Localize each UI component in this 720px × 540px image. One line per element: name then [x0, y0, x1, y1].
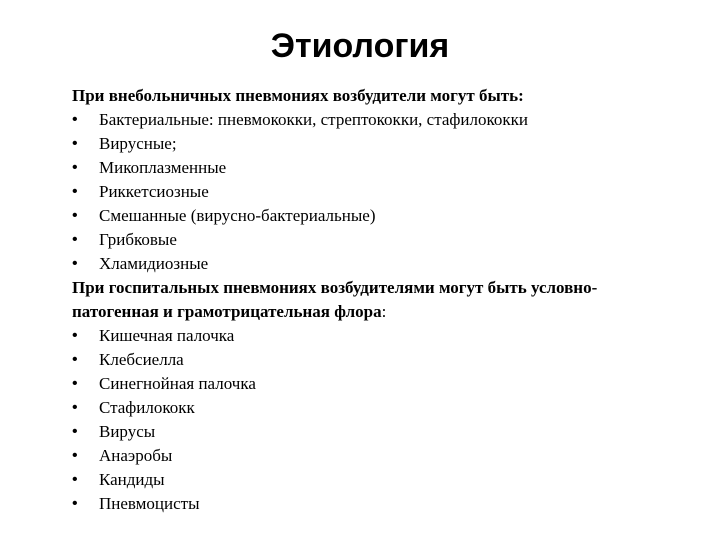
list-item: [72, 420, 672, 444]
list-item-text: Грибковые: [99, 230, 177, 249]
list-item: [72, 444, 672, 468]
hospital-pathogen-list: [72, 324, 672, 516]
list-item: [72, 348, 672, 372]
bullet-icon: •: [72, 183, 78, 200]
list-item: [72, 396, 672, 420]
bullet-icon: •: [72, 375, 78, 392]
list-item-text: Бактериальные: пневмококки, стрептококки, стафилококки: [99, 110, 529, 129]
list-item-text: Стафилококк: [99, 398, 195, 417]
list-item-text: Вирусные;: [99, 134, 177, 153]
bullet-icon: •: [72, 495, 78, 512]
community-pathogen-list: [72, 108, 672, 276]
list-item-text: Хламидиозные: [99, 254, 209, 273]
list-item: [72, 156, 672, 180]
bullet-icon: •: [72, 351, 78, 368]
list-item-text: Клебсиелла: [99, 350, 184, 369]
hospital-pneumonia-heading-colon: :: [381, 302, 387, 321]
bullet-icon: •: [72, 135, 78, 152]
list-item: [72, 204, 672, 228]
list-item: [72, 180, 672, 204]
hospital-pneumonia-heading: [72, 276, 672, 324]
slide-title: Этиология: [270, 27, 450, 65]
list-item: [72, 324, 672, 348]
list-item-text: Кишечная палочка: [99, 326, 235, 345]
bullet-icon: •: [72, 471, 78, 488]
bullet-icon: •: [72, 111, 78, 128]
list-item-text: Пневмоцисты: [99, 494, 200, 513]
list-item-text: Кандиды: [99, 470, 165, 489]
community-pneumonia-heading-text: При внебольничных пневмониях возбудители могут быть:: [72, 86, 524, 105]
bullet-icon: •: [72, 327, 78, 344]
list-item: [72, 492, 672, 516]
community-pneumonia-heading: [72, 84, 672, 108]
bullet-icon: •: [72, 423, 78, 440]
slide-content: [72, 84, 672, 516]
list-item-text: Вирусы: [99, 422, 156, 441]
bullet-icon: •: [72, 399, 78, 416]
list-item-text: Риккетсиозные: [99, 182, 209, 201]
list-item: [72, 228, 672, 252]
list-item-text: Синегнойная палочка: [99, 374, 256, 393]
list-item-text: Смешанные (вирусно-бактериальные): [99, 206, 376, 225]
list-item: [72, 132, 672, 156]
list-item: [72, 108, 672, 132]
hospital-pneumonia-heading-text: При госпитальных пневмониях возбудителями могут быть условно-патогенная и грамотрицательная флора: [72, 278, 598, 321]
list-item: [72, 252, 672, 276]
bullet-icon: •: [72, 231, 78, 248]
list-item: [72, 372, 672, 396]
list-item-text: Анаэробы: [99, 446, 173, 465]
list-item-text: Микоплазменные: [99, 158, 227, 177]
bullet-icon: •: [72, 207, 78, 224]
bullet-icon: •: [72, 159, 78, 176]
list-item: [72, 468, 672, 492]
bullet-icon: •: [72, 255, 78, 272]
bullet-icon: •: [72, 447, 78, 464]
